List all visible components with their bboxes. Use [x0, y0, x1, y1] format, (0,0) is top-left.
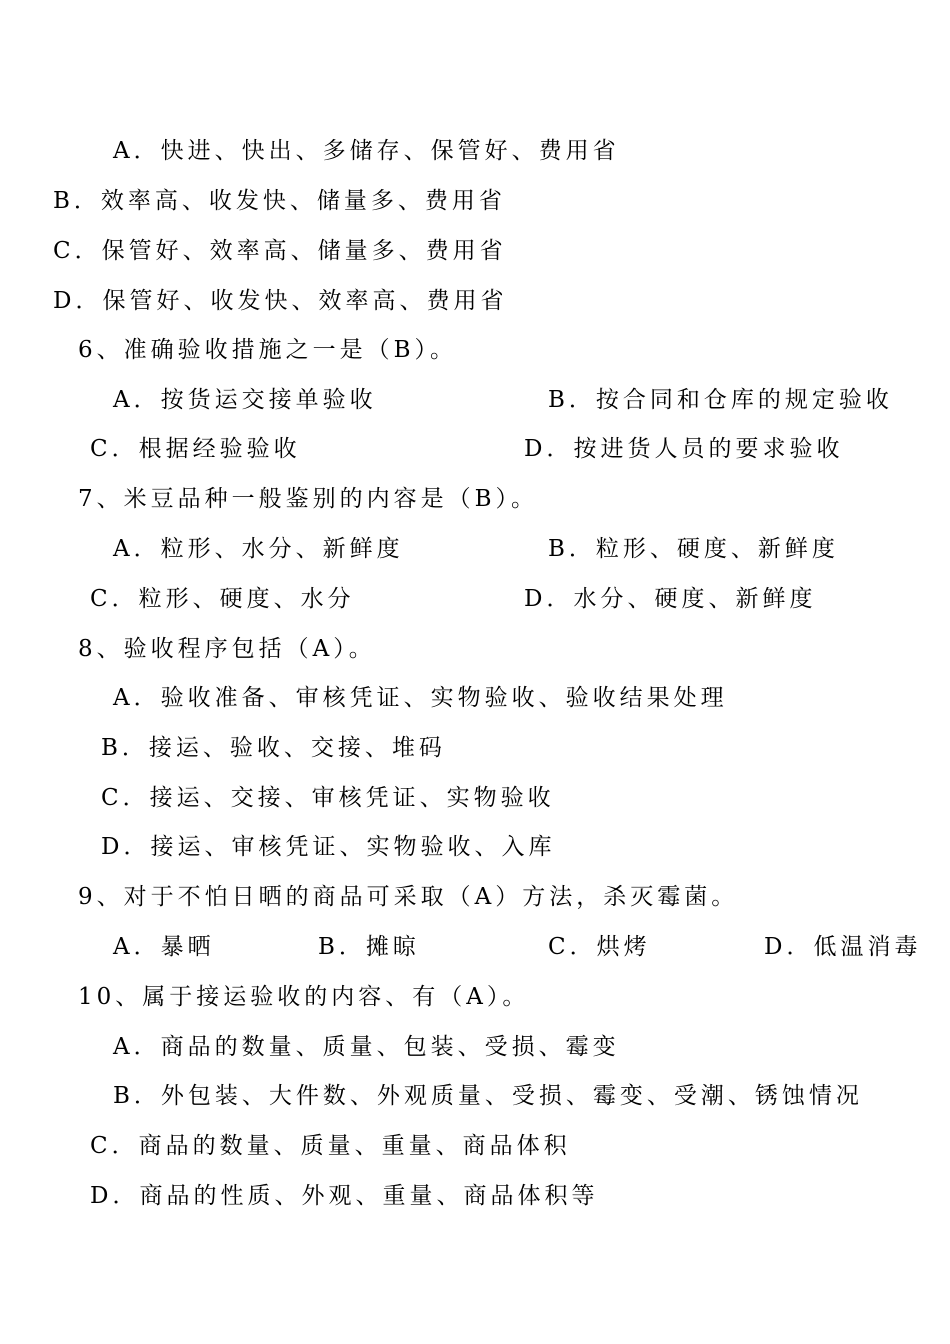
q7-option-d: D．水分、硬度、新鲜度 — [524, 586, 817, 612]
q10-option-b: B．外包装、大件数、外观质量、受损、霉变、受潮、锈蚀情况 — [113, 1083, 863, 1109]
q6-option-a: A．按货运交接单验收 — [113, 387, 377, 413]
q7-stem: 7、米豆品种一般鉴别的内容是（B）。 — [78, 486, 539, 512]
q5-option-a: A．快进、快出、多储存、保管好、费用省 — [113, 138, 620, 164]
q9-option-b: B．摊晾 — [318, 934, 420, 960]
q5-option-b: B．效率高、收发快、储量多、费用省 — [53, 188, 506, 214]
q8-option-b: B．接运、验收、交接、堆码 — [101, 735, 446, 761]
q10-stem: 10、属于接运验收的内容、有（A）。 — [78, 984, 530, 1010]
q5-option-d: D．保管好、收发快、效率高、费用省 — [53, 288, 508, 314]
q6-option-b: B．按合同和仓库的规定验收 — [548, 387, 893, 413]
q8-stem: 8、验收程序包括（A）。 — [78, 636, 376, 662]
q9-option-a: A．暴晒 — [113, 934, 215, 960]
q10-option-a: A．商品的数量、质量、包装、受损、霉变 — [113, 1034, 620, 1060]
q9-option-d: D．低温消毒 — [764, 934, 922, 960]
q8-option-a: A．验收准备、审核凭证、实物验收、验收结果处理 — [113, 685, 728, 711]
q7-option-b: B．粒形、硬度、新鲜度 — [548, 536, 839, 562]
q6-stem: 6、准确验收措施之一是（B）。 — [78, 337, 458, 363]
q8-option-d: D．接运、审核凭证、实物验收、入库 — [101, 834, 556, 860]
q7-option-a: A．粒形、水分、新鲜度 — [113, 536, 404, 562]
q10-option-c: C．商品的数量、质量、重量、商品体积 — [90, 1133, 571, 1159]
q9-stem: 9、对于不怕日晒的商品可采取（A）方法，杀灭霉菌。 — [78, 884, 739, 910]
q7-option-c: C．粒形、硬度、水分 — [90, 586, 355, 612]
q6-option-d: D．按进货人员的要求验收 — [524, 436, 844, 462]
q8-option-c: C．接运、交接、审核凭证、实物验收 — [101, 785, 555, 811]
q10-option-d: D．商品的性质、外观、重量、商品体积等 — [90, 1183, 599, 1209]
q6-option-c: C．根据经验验收 — [90, 436, 301, 462]
q9-option-c: C．烘烤 — [548, 934, 651, 960]
q5-option-c: C．保管好、效率高、储量多、费用省 — [53, 238, 507, 264]
